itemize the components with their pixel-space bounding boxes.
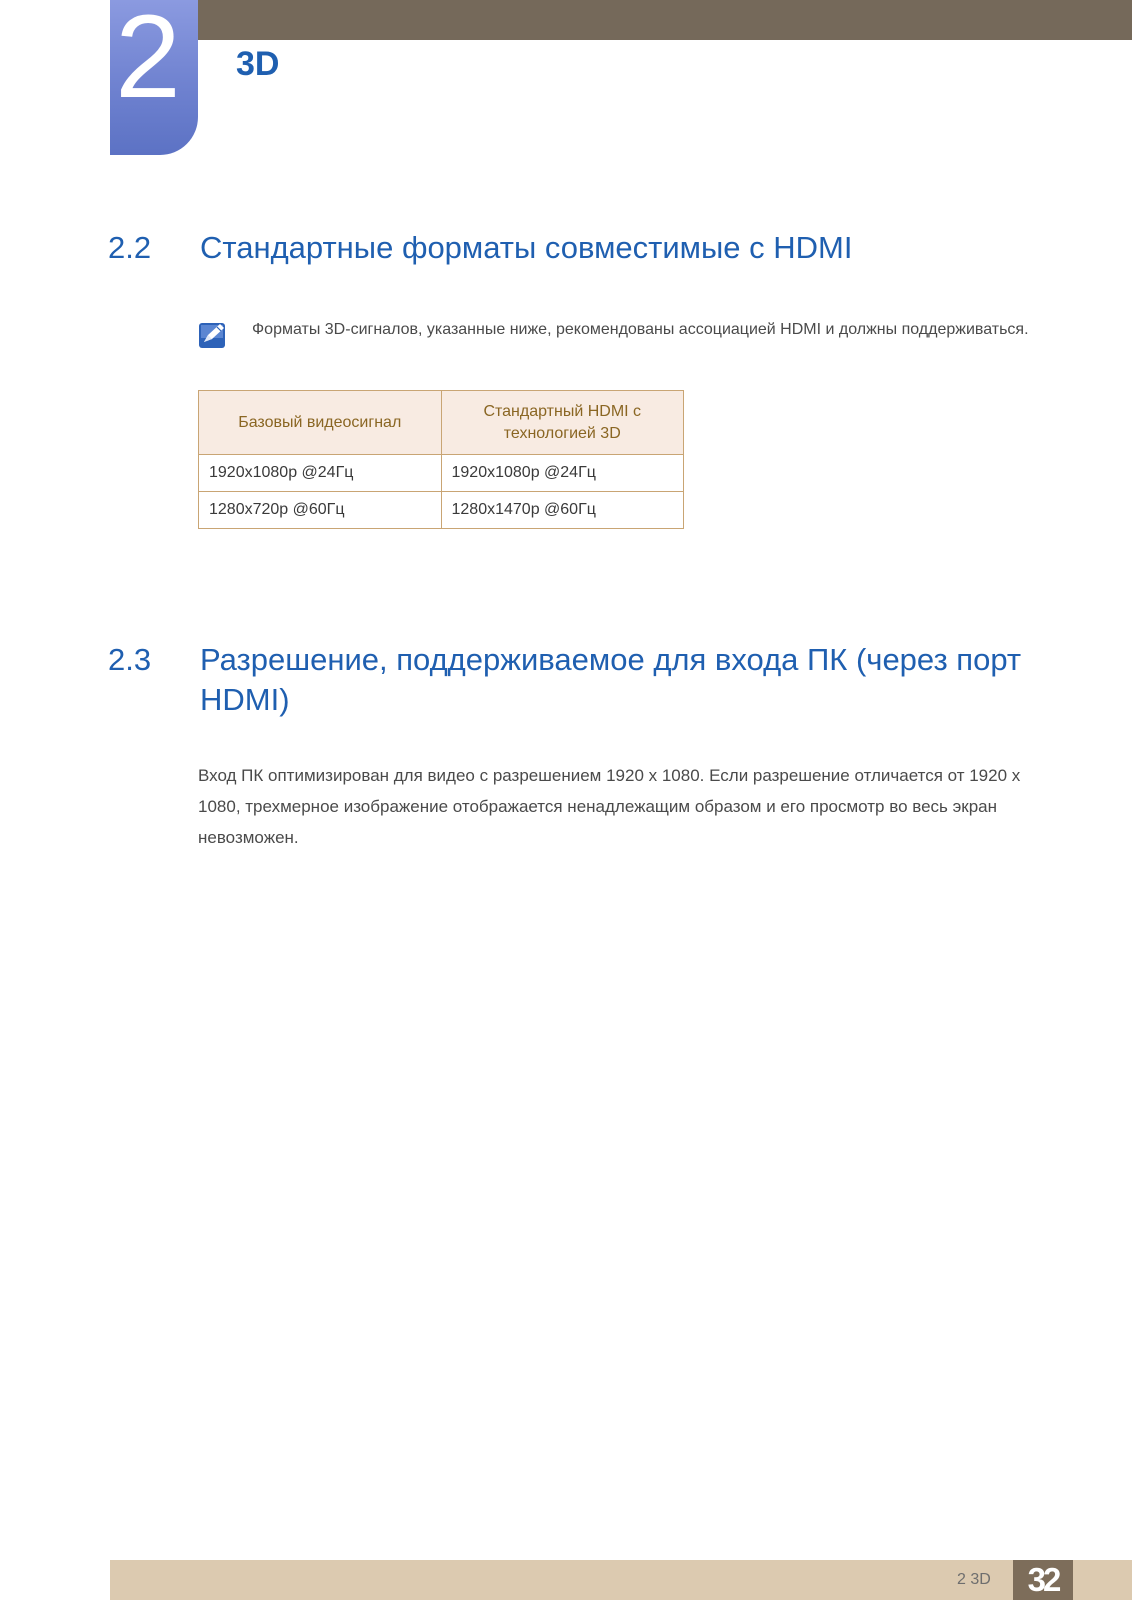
note-block <box>198 316 1058 350</box>
footer-chapter-label: 2 3D <box>957 1571 991 1588</box>
table-cell: 1920x1080p @24Гц <box>199 455 442 492</box>
table-cell: 1920x1080p @24Гц <box>441 455 684 492</box>
table-header-row <box>199 391 684 455</box>
chapter-tab <box>110 0 198 155</box>
table-header-cell: Базовый видеосигнал <box>199 391 442 455</box>
section-title: Разрешение, поддерживаемое для входа ПК (через порт HDMI) <box>200 642 1022 717</box>
section-heading-2-3 <box>108 640 1068 720</box>
section-number: 2.3 <box>108 642 152 677</box>
table-header-cell: Стандартный HDMI с технологией 3D <box>441 391 684 455</box>
table-cell: 1280x720p @60Гц <box>199 492 442 529</box>
chapter-title: 3D <box>236 45 280 83</box>
table-row <box>199 492 684 529</box>
page-number: 32 <box>1013 1560 1073 1600</box>
section-number: 2.2 <box>108 230 152 265</box>
formats-table <box>198 390 684 529</box>
table-cell: 1280x1470p @60Гц <box>441 492 684 529</box>
table-row <box>199 455 684 492</box>
chapter-number: 2 <box>115 0 181 123</box>
note-text: Форматы 3D-сигналов, указанные ниже, рекомендованы ассоциацией HDMI и должны поддерживаться. <box>252 321 1029 338</box>
body-paragraph: Вход ПК оптимизирован для видео с разрешением 1920 x 1080. Если разрешение отличается от 1920 x 1080, трехмерное изображение отображается ненадлежащим образом и его просмотр во весь экран невозможен. <box>198 766 1021 847</box>
note-pencil-icon <box>198 320 228 350</box>
header-bar <box>198 0 1132 40</box>
section-title: Стандартные форматы совместимые с HDMI <box>200 230 853 265</box>
section-heading-2-2 <box>108 228 1068 268</box>
